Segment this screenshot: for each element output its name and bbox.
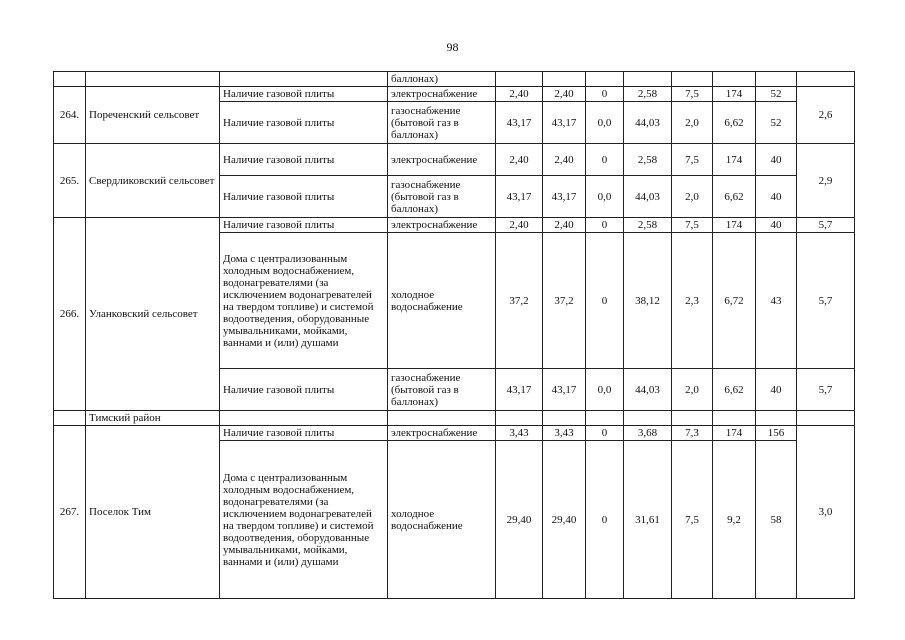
table-cell — [220, 72, 388, 87]
value-cell: 3,43 — [496, 426, 543, 441]
value-cell: 0,0 — [586, 176, 624, 218]
description-cell: Наличие газовой плиты — [220, 144, 388, 176]
settlement-name: Уланковский сельсовет — [86, 218, 220, 411]
value-cell: 0 — [586, 87, 624, 102]
service-cell: газоснабжение (бытовой газ в баллонах) — [388, 102, 496, 144]
value-cell: 7,5 — [672, 441, 713, 599]
value-cell: 174 — [713, 218, 756, 233]
description-cell: Наличие газовой плиты — [220, 176, 388, 218]
service-cell: баллонах) — [388, 72, 496, 87]
description-cell: Дома с централизованным холодным водоснабжением, водонагревателями (за исключением водонагревателей на твердом топливе) и системой водоотведения, оборудованные умывальниками, мойками, ваннами и (или) душами — [220, 233, 388, 369]
value-cell: 156 — [756, 426, 797, 441]
value-cell: 0 — [586, 144, 624, 176]
value-cell: 6,62 — [713, 369, 756, 411]
value-cell: 2,58 — [624, 144, 672, 176]
value-cell: 6,62 — [713, 176, 756, 218]
table-cell — [713, 72, 756, 87]
value-cell: 2,40 — [543, 218, 586, 233]
total-cell: 2,6 — [797, 87, 855, 144]
value-cell: 40 — [756, 369, 797, 411]
value-cell: 43,17 — [496, 369, 543, 411]
value-cell: 37,2 — [543, 233, 586, 369]
table-cell — [54, 72, 86, 87]
value-cell: 6,62 — [713, 102, 756, 144]
table-row — [54, 411, 855, 426]
value-cell: 31,61 — [624, 441, 672, 599]
value-cell: 43,17 — [543, 369, 586, 411]
table-cell — [54, 411, 86, 426]
value-cell: 3,43 — [543, 426, 586, 441]
description-cell: Наличие газовой плиты — [220, 218, 388, 233]
value-cell: 2,0 — [672, 176, 713, 218]
total-cell: 2,9 — [797, 144, 855, 218]
value-cell: 174 — [713, 87, 756, 102]
value-cell: 0,0 — [586, 369, 624, 411]
row-number: 265. — [54, 144, 86, 218]
value-cell: 174 — [713, 144, 756, 176]
table-cell — [586, 72, 624, 87]
page-number: 98 — [446, 40, 459, 54]
total-cell: 5,7 — [797, 218, 855, 233]
value-cell: 44,03 — [624, 369, 672, 411]
table-cell — [388, 411, 496, 426]
table-cell — [797, 411, 855, 426]
value-cell: 43,17 — [496, 102, 543, 144]
table-cell — [496, 72, 543, 87]
table-cell — [756, 411, 797, 426]
value-cell: 40 — [756, 144, 797, 176]
table-cell — [220, 411, 388, 426]
table-cell — [543, 411, 586, 426]
value-cell: 2,58 — [624, 87, 672, 102]
description-cell: Дома с централизованным холодным водоснабжением, водонагревателями (за исключением водонагревателей на твердом топливе) и системой водоотведения, оборудованные умывальниками, мойками, ваннами и (или) душами — [220, 441, 388, 599]
value-cell: 52 — [756, 87, 797, 102]
table-cell — [586, 411, 624, 426]
value-cell: 7,5 — [672, 218, 713, 233]
table-cell — [756, 72, 797, 87]
table-cell — [624, 411, 672, 426]
value-cell: 0 — [586, 426, 624, 441]
description-cell: Наличие газовой плиты — [220, 426, 388, 441]
value-cell: 44,03 — [624, 102, 672, 144]
settlement-name: Свердликовский сельсовет — [86, 144, 220, 218]
value-cell: 29,40 — [496, 441, 543, 599]
value-cell: 2,3 — [672, 233, 713, 369]
table-cell — [797, 72, 855, 87]
value-cell: 2,40 — [496, 218, 543, 233]
total-cell: 5,7 — [797, 233, 855, 369]
value-cell: 174 — [713, 426, 756, 441]
settlement-name: Пореченский сельсовет — [86, 87, 220, 144]
service-cell: электроснабжение — [388, 426, 496, 441]
service-cell: холодное водоснабжение — [388, 441, 496, 599]
table-row — [54, 144, 855, 176]
district-name: Тимский район — [86, 411, 220, 426]
table-cell — [624, 72, 672, 87]
service-cell: электроснабжение — [388, 218, 496, 233]
description-cell: Наличие газовой плиты — [220, 369, 388, 411]
value-cell: 40 — [756, 176, 797, 218]
service-cell: холодное водоснабжение — [388, 233, 496, 369]
settlement-name: Поселок Тим — [86, 426, 220, 599]
table-row — [54, 426, 855, 441]
service-cell: электроснабжение — [388, 144, 496, 176]
value-cell: 40 — [756, 218, 797, 233]
value-cell: 0 — [586, 233, 624, 369]
value-cell: 43,17 — [543, 102, 586, 144]
value-cell: 9,2 — [713, 441, 756, 599]
description-cell: Наличие газовой плиты — [220, 102, 388, 144]
value-cell: 6,72 — [713, 233, 756, 369]
value-cell: 0,0 — [586, 102, 624, 144]
table-cell — [713, 411, 756, 426]
value-cell: 43 — [756, 233, 797, 369]
service-cell: газоснабжение (бытовой газ в баллонах) — [388, 176, 496, 218]
service-cell: электроснабжение — [388, 87, 496, 102]
row-number: 266. — [54, 218, 86, 411]
value-cell: 2,0 — [672, 102, 713, 144]
value-cell: 2,40 — [496, 87, 543, 102]
value-cell: 37,2 — [496, 233, 543, 369]
description-cell: Наличие газовой плиты — [220, 87, 388, 102]
total-cell: 5,7 — [797, 369, 855, 411]
value-cell: 52 — [756, 102, 797, 144]
tariff-table — [53, 71, 855, 599]
table-row — [54, 87, 855, 102]
value-cell: 2,0 — [672, 369, 713, 411]
value-cell: 44,03 — [624, 176, 672, 218]
total-cell: 3,0 — [797, 426, 855, 599]
value-cell: 3,68 — [624, 426, 672, 441]
row-number: 264. — [54, 87, 86, 144]
table-cell — [496, 411, 543, 426]
value-cell: 38,12 — [624, 233, 672, 369]
table-cell — [543, 72, 586, 87]
value-cell: 2,40 — [543, 87, 586, 102]
table-row — [54, 218, 855, 233]
value-cell: 43,17 — [543, 176, 586, 218]
table-cell — [672, 411, 713, 426]
value-cell: 58 — [756, 441, 797, 599]
table-cell — [86, 72, 220, 87]
value-cell: 7,3 — [672, 426, 713, 441]
value-cell: 7,5 — [672, 87, 713, 102]
table-cell — [672, 72, 713, 87]
value-cell: 7,5 — [672, 144, 713, 176]
value-cell: 29,40 — [543, 441, 586, 599]
value-cell: 0 — [586, 218, 624, 233]
service-cell: газоснабжение (бытовой газ в баллонах) — [388, 369, 496, 411]
value-cell: 0 — [586, 441, 624, 599]
value-cell: 2,58 — [624, 218, 672, 233]
value-cell: 43,17 — [496, 176, 543, 218]
row-number: 267. — [54, 426, 86, 599]
table-row — [54, 72, 855, 87]
value-cell: 2,40 — [496, 144, 543, 176]
value-cell: 2,40 — [543, 144, 586, 176]
